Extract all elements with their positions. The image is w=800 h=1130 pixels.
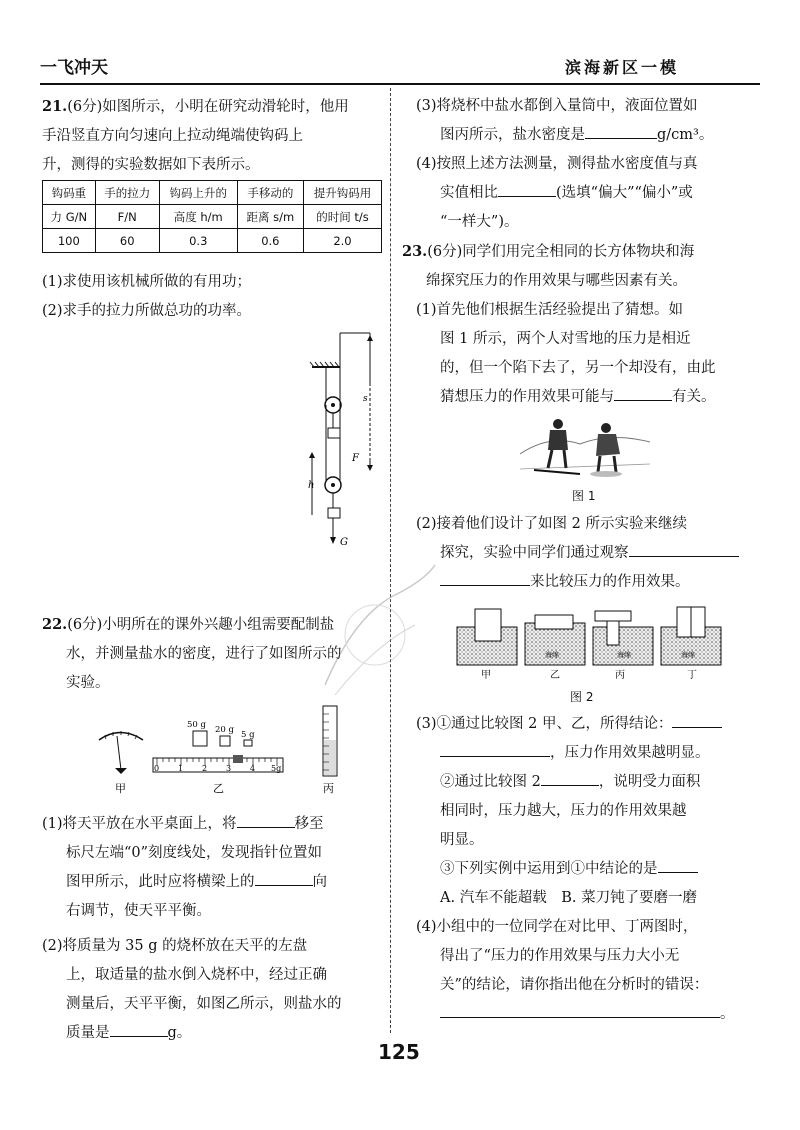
q21-stem-line: 手沿竖直方向匀速向上拉动绳端使钩码上 <box>42 128 303 144</box>
q23-s1-text: 图 1 所示，两个人对雪地的压力是相近 <box>440 331 691 347</box>
q21-data-table <box>42 180 382 253</box>
answer-blank[interactable] <box>658 858 698 873</box>
weight-label-5g: 5 g <box>241 730 255 740</box>
caption-yi: 乙 <box>213 782 224 795</box>
q23-s3-options: A. 汽车不能超载 B. 菜刀钝了要磨一磨 <box>440 890 698 906</box>
fig2-caption: 图 2 <box>570 690 594 704</box>
q21-stem-line: 如图所示，小明在研究动滑轮时，他用 <box>102 99 349 115</box>
table-cell: 0.6 <box>237 229 303 253</box>
q23-score: (6分) <box>427 244 463 260</box>
fig1-caption: 图 1 <box>572 489 596 503</box>
table-header-cell: 手的拉力 <box>95 181 159 205</box>
q23-figure1-snow <box>520 414 650 484</box>
answer-blank[interactable] <box>541 771 599 786</box>
q23-s3-text: 相同时，压力越大，压力的作用效果越 <box>440 803 687 819</box>
q22-s2-text: 上，取适量的盐水倒入烧杯中，经过正确 <box>66 967 327 983</box>
answer-blank[interactable] <box>440 571 530 586</box>
tick-0: 0 <box>154 764 160 773</box>
table-header-cell: 钩码重 <box>43 181 96 205</box>
sponge-label: 海绵 <box>681 651 695 659</box>
q23-s3-text: ③下列实例中运用到①中结论的是 <box>440 861 658 877</box>
label-s: s <box>363 394 368 404</box>
q22-stem-line: 小明所在的课外兴趣小组需要配制盐 <box>102 617 335 633</box>
q22-s2-text: (2)将质量为 35 g 的烧杯放在天平的左盘 <box>42 938 308 954</box>
q22-s3-text: g/cm³。 <box>657 127 714 143</box>
header-rule <box>40 83 760 85</box>
q22-stem-line: 水，并测量盐水的密度，进行了如图所示的 <box>66 646 342 662</box>
sponge-label: 海绵 <box>617 651 631 659</box>
q21-stem <box>42 92 382 180</box>
label-F: F <box>352 453 359 464</box>
label-G: G <box>340 537 348 548</box>
q23-s3-text: 明显。 <box>440 832 484 848</box>
q21-score: (6分) <box>67 99 103 115</box>
header-title: 滨海新区一模 <box>565 58 680 77</box>
q23-s3-text: (3)①通过比较图 2 甲、乙，所得结论： <box>416 716 673 732</box>
header-brand: 一飞冲天 <box>40 58 108 78</box>
table-cell: 100 <box>43 229 96 253</box>
q22-stem-line: 实验。 <box>66 675 110 691</box>
stamp-watermark <box>315 555 445 705</box>
answer-blank[interactable] <box>440 1003 720 1018</box>
page-number: 125 <box>378 1040 420 1064</box>
answer-blank[interactable] <box>672 713 722 728</box>
q22-s1-text: 标尺左端“0”刻度线处，发现指针位置如 <box>66 845 323 861</box>
q23-figure2-sponge <box>455 605 735 680</box>
q22-sub-questions-left <box>42 810 387 1048</box>
weight-label-50g: 50 g <box>187 720 206 730</box>
q21-sub1: (1)求使用该机械所做的有用功； <box>42 274 252 290</box>
q22-s2-text: g。 <box>167 1025 192 1041</box>
q23-s1-text: (1)首先他们根据生活经验提出了猜想。如 <box>416 302 684 318</box>
q22-s1-text: 右调节，使天平平衡。 <box>66 903 211 919</box>
answer-blank[interactable] <box>585 124 657 139</box>
answer-blank[interactable] <box>110 1022 168 1037</box>
tick-3: 3 <box>226 764 232 773</box>
q23-s4-text: 得出了“压力的作用效果与压力大小无 <box>440 948 680 964</box>
fig2-label-bing: 丙 <box>615 670 625 680</box>
q22-s3-text: (3)将烧杯中盐水都倒入量筒中，液面位置如 <box>416 98 698 114</box>
q23-s4-text: 关”的结论，请你指出他在分析时的错误： <box>440 977 709 993</box>
q23-s2-text: 探究，实验中同学们通过观察 <box>440 545 629 561</box>
fig2-label-jia: 甲 <box>481 670 491 680</box>
q23-s4-text: 。 <box>720 1006 735 1022</box>
answer-blank[interactable] <box>255 871 313 886</box>
q23-stem-line: 绵探究压力的作用效果与哪些因素有关。 <box>426 273 687 289</box>
q21-pulley-figure <box>300 325 390 550</box>
q23-s2 <box>416 510 766 597</box>
q22-s4-text: “一样大”)。 <box>440 214 519 230</box>
q21-subquestions <box>42 268 382 326</box>
fig2-label-yi: 乙 <box>550 670 560 680</box>
q22-s1-text: 图甲所示，此时应将横梁上的 <box>66 874 255 890</box>
q22-score: (6分) <box>67 617 103 633</box>
answer-blank[interactable] <box>440 742 550 757</box>
q22-number: 22. <box>42 616 68 633</box>
q21-sub2: (2)求手的拉力所做总功的功率。 <box>42 303 252 319</box>
caption-bing: 丙 <box>323 782 334 795</box>
q22-balance-figure <box>95 700 355 800</box>
q23-s1-text: 有关。 <box>672 389 716 405</box>
q23-s3-text: ，说明受力面积 <box>598 774 701 790</box>
q23-s3-text: ，压力作用效果越明显。 <box>550 745 710 761</box>
table-cell: 2.0 <box>303 229 381 253</box>
sponge-label: 海绵 <box>545 651 559 659</box>
table-cell: 60 <box>95 229 159 253</box>
weight-label-20g: 20 g <box>215 725 234 735</box>
q23-s1-text: 的，但一个陷下去了，另一个却没有，由此 <box>440 360 716 376</box>
table-header-cell: 距离 s/m <box>237 205 303 229</box>
q23-s1-text: 猜想压力的作用效果可能与 <box>440 389 614 405</box>
caption-jia: 甲 <box>115 782 126 795</box>
q23-stem <box>402 237 767 412</box>
tick-2: 2 <box>202 764 208 773</box>
q23-s2-text: 来比较压力的作用效果。 <box>530 574 690 590</box>
q22-s4-text: (选填“偏大”“偏小”或 <box>556 185 693 201</box>
q23-number: 23. <box>402 243 428 260</box>
tick-5g: 5g <box>271 764 282 773</box>
q23-s2-text: (2)接着他们设计了如图 2 所示实验来继续 <box>416 516 687 532</box>
answer-blank[interactable] <box>614 386 672 401</box>
answer-blank[interactable] <box>237 813 295 828</box>
q23-s3-text: ②通过比较图 2 <box>440 774 541 790</box>
table-cell: 0.3 <box>159 229 237 253</box>
q22-sub-questions-right <box>416 92 766 237</box>
answer-blank[interactable] <box>629 542 739 557</box>
q22-s1-text: (1)将天平放在水平桌面上，将 <box>42 816 237 832</box>
fig2-label-ding: 丁 <box>687 670 697 680</box>
q22-s2-text: 质量是 <box>66 1025 110 1041</box>
table-header-cell: 高度 h/m <box>159 205 237 229</box>
table-header-cell: 钩码上升的 <box>159 181 237 205</box>
q23-s4-text: (4)小组中的一位同学在对比甲、丁两图时， <box>416 919 698 935</box>
q22-s4-text: 实值相比 <box>440 185 498 201</box>
q22-s3-text: 图丙所示，盐水密度是 <box>440 127 585 143</box>
table-header-cell: 手移动的 <box>237 181 303 205</box>
q23-s3-s4 <box>416 710 766 1029</box>
table-header-cell: F/N <box>95 205 159 229</box>
q21-number: 21. <box>42 98 68 115</box>
table-header-cell: 力 G/N <box>43 205 96 229</box>
q22-s1-text: 移至 <box>294 816 324 832</box>
table-header-cell: 的时间 t/s <box>303 205 381 229</box>
q21-stem-line: 升，测得的实验数据如下表所示。 <box>42 157 260 173</box>
tick-4: 4 <box>250 764 256 773</box>
label-h: h <box>308 480 315 491</box>
table-header-cell: 提升钩码用 <box>303 181 381 205</box>
answer-blank[interactable] <box>498 182 556 197</box>
q22-s4-text: (4)按照上述方法测量，测得盐水密度值与真 <box>416 156 698 172</box>
q22-s2-text: 测量后，天平平衡，如图乙所示，则盐水的 <box>66 996 342 1012</box>
q23-stem-line: 同学们用完全相同的长方体物块和海 <box>462 244 695 260</box>
tick-1: 1 <box>178 764 184 773</box>
q22-s1-text: 向 <box>312 874 327 890</box>
